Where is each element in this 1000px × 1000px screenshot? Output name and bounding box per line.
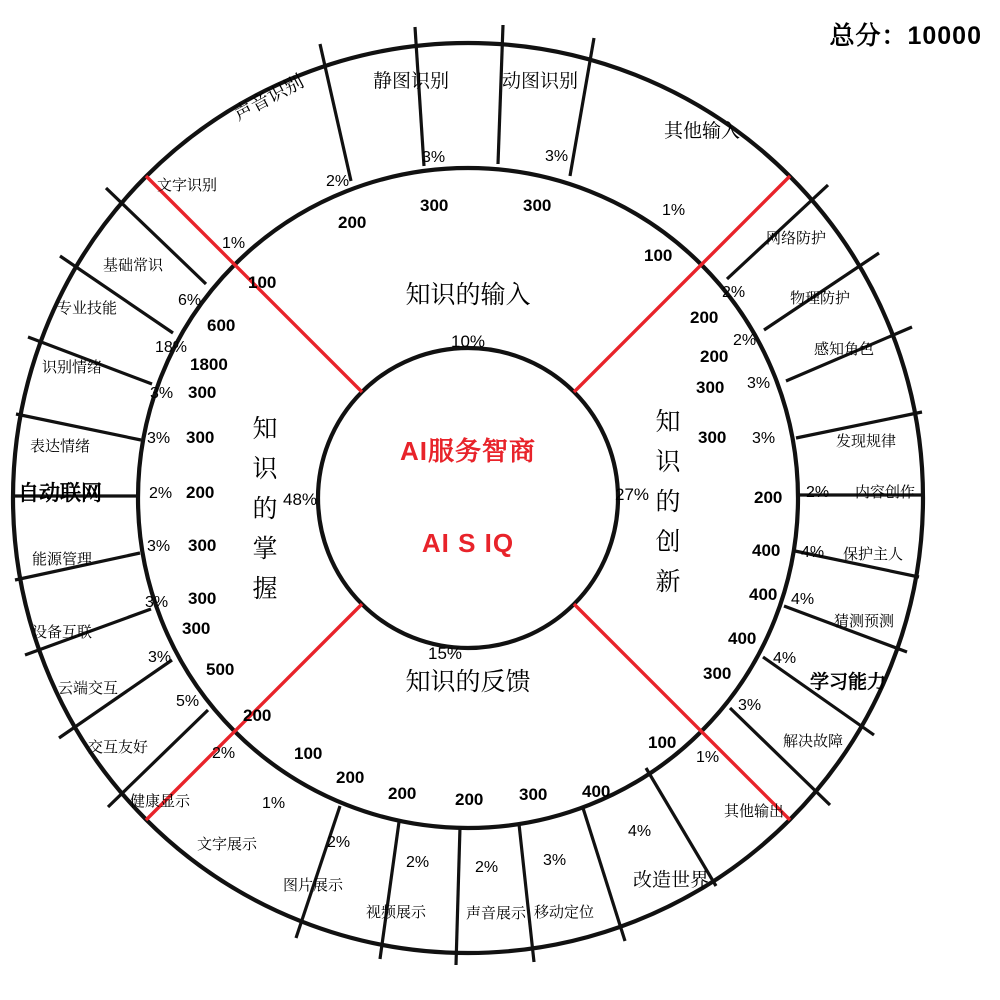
- quadrant-label-knowledge-feedback: 知识的反馈: [405, 668, 531, 696]
- item-label-其他输入: 其他输入: [664, 121, 741, 142]
- item-label-静图识别: 静图识别: [373, 71, 450, 92]
- item-value-自动联网: 200: [186, 483, 215, 502]
- item-percent-改造世界: 4%: [628, 823, 652, 840]
- item-value-文字识别: 100: [248, 273, 277, 292]
- item-value-静图识别: 300: [420, 196, 449, 215]
- item-percent-图片展示: 2%: [327, 834, 351, 851]
- quadrant-label-knowledge-mastery-5: 握: [252, 575, 278, 603]
- item-label-能源管理: 能源管理: [32, 551, 93, 568]
- quadrant-label-knowledge-innovation-2: 识: [655, 448, 681, 476]
- inner-ring-circle: [318, 348, 618, 648]
- item-label-专业技能: 专业技能: [57, 300, 118, 317]
- item-label-文字识别: 文字识别: [157, 177, 218, 194]
- item-percent-文字识别: 1%: [222, 235, 246, 252]
- item-label-设备互联: 设备互联: [32, 624, 93, 641]
- quadrant-percent-knowledge-input: 10%: [450, 332, 486, 351]
- quadrant-label-knowledge-mastery-1: 知: [252, 415, 278, 443]
- item-percent-声音识别: 2%: [326, 173, 350, 190]
- item-value-解决故障: 300: [703, 664, 732, 683]
- item-percent-保护主人: 4%: [801, 544, 825, 561]
- spokes-bottom: [296, 768, 716, 965]
- quadrant-label-knowledge-mastery-group: [252, 415, 317, 603]
- item-percent-其他输出: 1%: [696, 749, 720, 766]
- item-value-其他输入: 100: [644, 246, 673, 265]
- item-value-基础常识: 600: [207, 316, 236, 335]
- item-value-健康显示: 200: [243, 706, 272, 725]
- item-label-其他输出: 其他输出: [724, 803, 785, 820]
- item-label-网络防护: 网络防护: [766, 230, 827, 247]
- item-percent-感知角色: 3%: [747, 375, 771, 392]
- item-label-移动定位: 移动定位: [534, 904, 595, 921]
- quadrant-percent-knowledge-feedback: 15%: [427, 644, 463, 663]
- item-value-声音识别: 200: [338, 213, 367, 232]
- item-value-交互友好: 500: [206, 660, 235, 679]
- item-value-网络防护: 200: [690, 308, 719, 327]
- item-label-内容创作: 内容创作: [855, 484, 916, 501]
- item-value-其他输出: 100: [648, 733, 677, 752]
- quadrant-label-knowledge-input: 知识的输入: [405, 281, 531, 309]
- item-label-保护主人: 保护主人: [843, 546, 904, 563]
- item-label-交互友好: 交互友好: [88, 739, 149, 756]
- item-label-视频展示: 视频展示: [366, 904, 427, 921]
- item-label-发现规律: 发现规律: [836, 433, 897, 450]
- total-score-label: 总分：10000: [829, 22, 982, 50]
- item-label-改造世界: 改造世界: [633, 870, 710, 891]
- item-label-猜测预测: 猜测预测: [834, 613, 895, 630]
- item-label-云端交互: 云端交互: [58, 680, 119, 697]
- item-value-学习能力: 400: [728, 629, 757, 648]
- quadrant-label-knowledge-innovation-3: 的: [655, 488, 681, 516]
- item-value-移动定位: 300: [519, 785, 548, 804]
- item-percent-云端交互: 3%: [148, 649, 172, 666]
- item-label-基础常识: 基础常识: [103, 257, 164, 274]
- item-label-表达情绪: 表达情绪: [30, 438, 91, 455]
- item-label-解决故障: 解决故障: [783, 733, 844, 750]
- item-value-文字展示: 100: [294, 744, 323, 763]
- item-value-表达情绪: 300: [186, 428, 215, 447]
- item-percent-视频展示: 2%: [406, 854, 430, 871]
- item-percent-交互友好: 5%: [176, 693, 200, 710]
- quadrant-percent-knowledge-mastery: 48%: [282, 490, 318, 509]
- item-label-健康显示: 健康显示: [130, 793, 191, 810]
- item-percent-物理防护: 2%: [733, 332, 757, 349]
- quadrant-label-knowledge-mastery-2: 识: [252, 455, 278, 483]
- item-value-发现规律: 300: [698, 428, 727, 447]
- item-label-自动联网: 自动联网: [18, 482, 102, 505]
- item-percent-健康显示: 2%: [212, 745, 236, 762]
- item-percent-表达情绪: 3%: [147, 430, 171, 447]
- item-label-文字展示: 文字展示: [197, 836, 258, 853]
- item-percent-声音展示: 2%: [475, 859, 499, 876]
- quadrant-label-knowledge-mastery-4: 掌: [252, 535, 278, 563]
- item-value-保护主人: 400: [752, 541, 781, 560]
- item-value-识别情绪: 300: [188, 383, 217, 402]
- item-value-专业技能: 1800: [190, 355, 228, 374]
- quadrant-label-knowledge-innovation-group: [615, 408, 682, 596]
- item-percent-设备互联: 3%: [145, 594, 169, 611]
- item-percent-自动联网: 2%: [149, 485, 173, 502]
- item-label-识别情绪: 识别情绪: [42, 359, 103, 376]
- center-title-cn: AI服务智商: [399, 436, 537, 466]
- item-label-感知角色: 感知角色: [814, 341, 875, 358]
- item-value-内容创作: 200: [754, 488, 783, 507]
- item-label-声音识别: 声音识别: [230, 71, 308, 126]
- item-value-猜测预测: 400: [749, 585, 778, 604]
- item-percent-文字展示: 1%: [262, 795, 286, 812]
- item-percent-其他输入: 1%: [662, 202, 686, 219]
- item-percent-识别情绪: 3%: [150, 385, 174, 402]
- item-label-物理防护: 物理防护: [790, 290, 851, 307]
- center-title-en: AI S IQ: [421, 528, 515, 558]
- item-percent-学习能力: 4%: [773, 650, 797, 667]
- item-value-视频展示: 200: [388, 784, 417, 803]
- quadrant-label-knowledge-innovation-4: 创: [655, 528, 681, 556]
- item-percent-能源管理: 3%: [147, 538, 171, 555]
- item-percent-内容创作: 2%: [806, 484, 830, 501]
- item-percent-动图识别: 3%: [545, 148, 569, 165]
- item-value-云端交互: 300: [182, 619, 211, 638]
- item-value-声音展示: 200: [455, 790, 484, 809]
- quadrant-percent-knowledge-innovation: 27%: [614, 485, 650, 504]
- item-value-图片展示: 200: [336, 768, 365, 787]
- item-percent-专业技能: 18%: [155, 339, 188, 356]
- item-value-动图识别: 300: [523, 196, 552, 215]
- item-label-动图识别: 动图识别: [502, 71, 579, 92]
- quadrant-label-knowledge-innovation-5: 新: [655, 568, 681, 596]
- item-percent-网络防护: 2%: [722, 284, 746, 301]
- item-percent-解决故障: 3%: [738, 697, 762, 714]
- item-percent-发现规律: 3%: [752, 430, 776, 447]
- quadrant-label-knowledge-mastery-3: 的: [252, 495, 278, 523]
- item-value-物理防护: 200: [700, 347, 729, 366]
- item-percent-静图识别: 3%: [422, 149, 446, 166]
- quadrant-label-knowledge-innovation-1: 知: [655, 408, 681, 436]
- item-label-学习能力: 学习能力: [810, 672, 887, 693]
- item-label-声音展示: 声音展示: [466, 905, 527, 922]
- item-value-改造世界: 400: [582, 782, 611, 801]
- item-value-感知角色: 300: [696, 378, 725, 397]
- item-value-设备互联: 300: [188, 589, 217, 608]
- item-value-能源管理: 300: [188, 536, 217, 555]
- item-label-图片展示: 图片展示: [283, 877, 344, 894]
- item-percent-基础常识: 6%: [178, 292, 202, 309]
- item-percent-猜测预测: 4%: [791, 591, 815, 608]
- item-percent-移动定位: 3%: [543, 852, 567, 869]
